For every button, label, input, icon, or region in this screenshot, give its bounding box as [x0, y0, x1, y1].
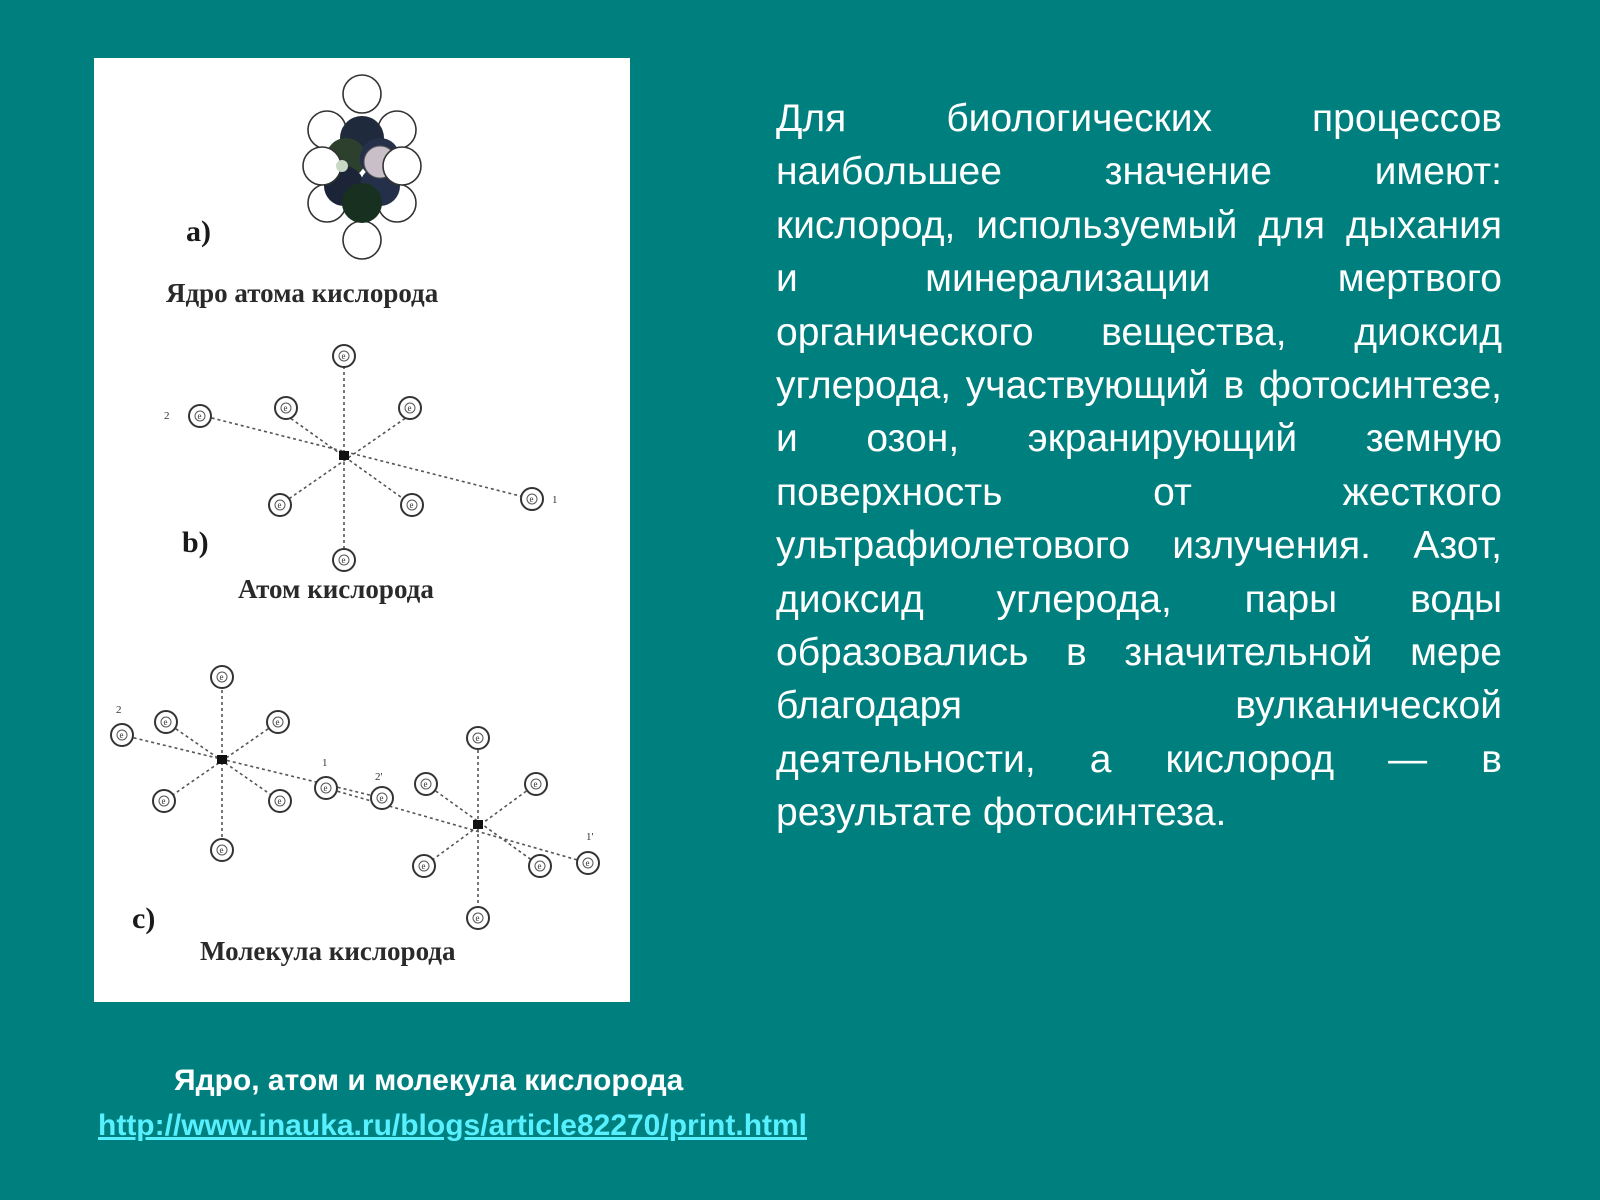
electron	[155, 711, 177, 733]
atom-label-1: 1	[552, 494, 558, 506]
electron	[399, 397, 421, 419]
svg-text:e: e	[529, 494, 534, 504]
svg-text:e: e	[409, 500, 414, 510]
electron	[401, 494, 423, 516]
svg-text:e: e	[219, 672, 224, 682]
electron	[153, 790, 175, 812]
svg-text:e: e	[407, 403, 412, 413]
svg-text:e: e	[533, 779, 538, 789]
svg-text:e: e	[197, 411, 202, 421]
svg-text:e: e	[423, 779, 428, 789]
molecule-label-1: 1	[322, 757, 328, 769]
source-link[interactable]: http://www.inauka.ru/blogs/article82270/print.html	[98, 1109, 808, 1142]
electron	[467, 907, 489, 929]
electron	[111, 724, 133, 746]
svg-text:e: e	[323, 783, 328, 793]
oxygen-atom	[197, 366, 532, 560]
svg-text:e: e	[119, 730, 124, 740]
atom-label-2: 2	[164, 410, 170, 422]
figure-letter-c: c)	[132, 902, 156, 935]
oxygen-molecule	[119, 678, 588, 918]
svg-text:e: e	[585, 858, 590, 868]
oxygen-nucleus	[303, 75, 421, 259]
electron	[189, 405, 211, 427]
figure-letter-b: b)	[182, 526, 209, 559]
figure-caption-atom: Атом кислорода	[238, 574, 434, 604]
molecule-label-1prime: 1'	[586, 831, 594, 843]
oxygen-figure	[94, 58, 630, 1002]
svg-text:e: e	[421, 861, 426, 871]
electron	[415, 773, 437, 795]
svg-text:e: e	[283, 403, 288, 413]
figure-letter-a: a)	[186, 215, 211, 248]
svg-text:e: e	[275, 717, 280, 727]
svg-text:e: e	[341, 555, 346, 565]
body-text: Для биологических процессов наибольшее значение имеют: кислород, используемый для дыхания и минерализации мертвого органического вещества, диоксид углерода, участвующий в фотосинтезе, и озон, экранирующий земную поверхность от жесткого ультрафиолетового излучения. Азот, диоксид углерода, пары воды образовались в значительной мере благодаря вулканической деятельности, а кислород — в результате фотосинтеза.	[776, 97, 1502, 835]
electron	[275, 397, 297, 419]
svg-text:e: e	[379, 793, 384, 803]
electron	[269, 790, 291, 812]
electron	[371, 787, 393, 809]
electron	[529, 855, 551, 877]
electron	[315, 777, 337, 799]
svg-text:e: e	[277, 796, 282, 806]
electron	[333, 549, 355, 571]
electron	[211, 666, 233, 688]
svg-text:e: e	[475, 913, 480, 923]
electron	[521, 488, 543, 510]
electron	[413, 855, 435, 877]
figure-caption-nucleus: Ядро атома кислорода	[166, 278, 439, 308]
svg-text:e: e	[475, 733, 480, 743]
svg-text:e: e	[341, 351, 346, 361]
figure-caption: Ядро, атом и молекула кислорода	[174, 1064, 684, 1097]
electron	[577, 852, 599, 874]
electron	[467, 727, 489, 749]
electron	[267, 711, 289, 733]
molecule-label-2: 2	[116, 704, 122, 716]
svg-text:e: e	[161, 796, 166, 806]
molecule-label-2prime: 2'	[375, 771, 383, 783]
figure-caption-molecule: Молекула кислорода	[200, 936, 456, 966]
svg-text:e: e	[537, 861, 542, 871]
electron	[269, 494, 291, 516]
electron	[525, 773, 547, 795]
oxygen-diagram	[94, 58, 630, 1002]
svg-text:e: e	[163, 717, 168, 727]
svg-text:e: e	[219, 845, 224, 855]
electron	[333, 345, 355, 367]
electron	[211, 839, 233, 861]
svg-text:e: e	[277, 500, 282, 510]
